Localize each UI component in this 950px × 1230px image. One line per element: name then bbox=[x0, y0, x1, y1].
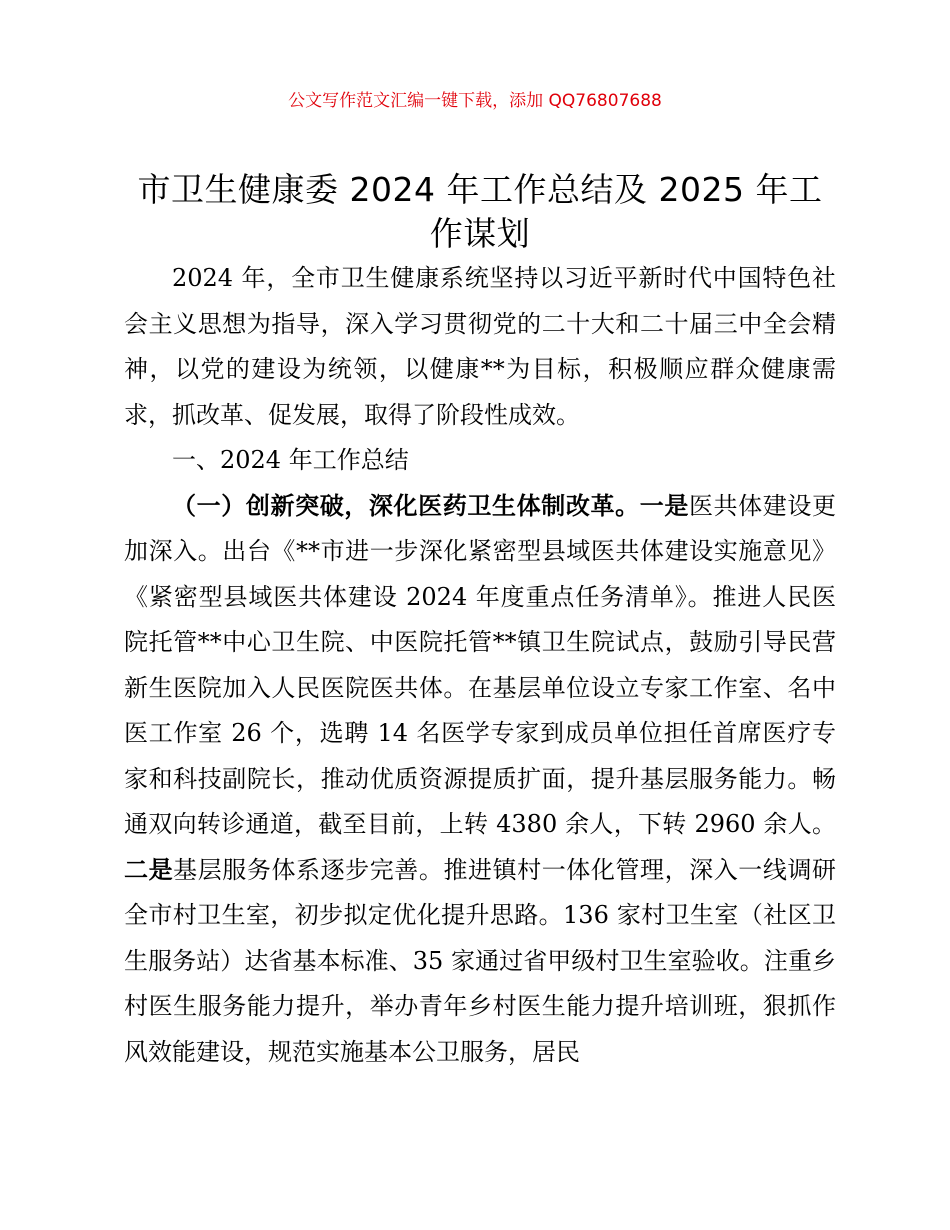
section-heading: 一、2024 年工作总结 bbox=[172, 446, 409, 474]
document-body bbox=[124, 256, 836, 1075]
point-label: 一是 bbox=[639, 491, 689, 520]
document-title: 市卫生健康委 2024 年工作总结及 2025 年工作谋划 bbox=[137, 170, 823, 253]
point-label: 二是 bbox=[124, 855, 174, 884]
point-text: 基层服务体系逐步完善。推进镇村一体化管理，深入一线调研全市村卫生室，初步拟定优化提升思路。136 家村卫生室（社区卫生服务站）达省基本标准、35 家通过省甲级村卫生室验收。注重乡村医生服务能力提升，举办青年乡村医生能力提升培训班，狠抓作风效能建设，规范实施基本公卫服务，居民 bbox=[124, 855, 837, 1066]
download-notice: 公文写作范文汇编一键下载，添加 QQ76807688 bbox=[288, 91, 662, 111]
subsection-heading: （一）创新突破，深化医药卫生体制改革。 bbox=[172, 491, 640, 520]
section-paragraph bbox=[124, 484, 836, 1076]
intro-paragraph: 2024 年，全市卫生健康系统坚持以习近平新时代中国特色社会主义思想为指导，深入学习贯彻党的二十大和二十届三中全会精神，以党的建设为统领，以健康**为目标，积极顺应群众健康需求，抓改革、促发展，取得了阶段性成效。 bbox=[124, 264, 836, 429]
point-text: 医共体建设更加深入。出台《**市进一步深化紧密型县域医共体建设实施意见》《紧密型县域医共体建设 2024 年度重点任务清单》。推进人民医院托管**中心卫生院、中医院托管**镇卫生院试点，鼓励引导民营新生医院加入人民医院医共体。在基层单位设立专家工作室、名中医工作室 26 个，选聘 14 名医学专家到成员单位担任首席医疗专家和科技副院长，推动优质资源提质扩面，提升基层服务能力。畅通双向转诊通道，截至目前，上转 4380 余人，下转 2960 余人。 bbox=[124, 491, 837, 838]
